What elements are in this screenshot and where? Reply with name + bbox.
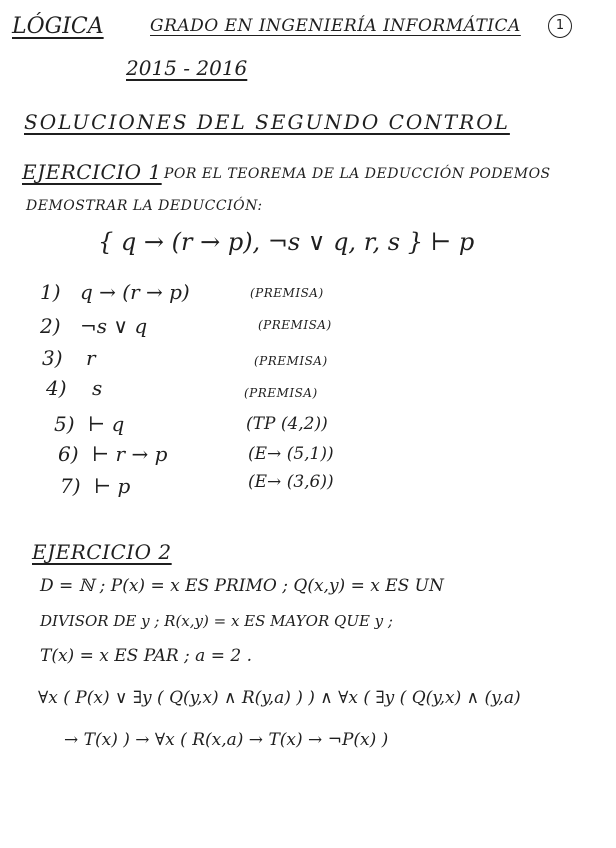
- exercise1-intro-line1: POR EL TEOREMA DE LA DEDUCCIÓN PODEMOS: [164, 166, 551, 182]
- exercise2-formula-line2: → T(x) ) → ∀x ( R(x,a) → T(x) → ¬P(x) ): [64, 730, 389, 750]
- document-title: SOLUCIONES DEL SEGUNDO CONTROL: [24, 110, 510, 134]
- page-number: 1: [548, 14, 572, 38]
- step-number-6: 6): [58, 442, 79, 466]
- step-number-5: 5): [54, 412, 75, 436]
- exercise2-definitions-line1: D = ℕ ; P(x) = x ES PRIMO ; Q(x,y) = x ES UN: [40, 576, 444, 596]
- exercise2-formula-line1: ∀x ( P(x) ∨ ∃y ( Q(y,x) ∧ R(y,a) ) ) ∧ ∀x ( ∃y ( Q(y,x) ∧ (y,a): [38, 688, 521, 708]
- step-justification-3: (PREMISA): [254, 354, 328, 368]
- step-number-4: 4): [46, 376, 67, 400]
- step-justification-1: (PREMISA): [250, 286, 324, 300]
- step-number-3: 3): [42, 346, 63, 370]
- exercise2-heading: EJERCICIO 2: [32, 540, 172, 564]
- step-justification-6: (E→ (5,1)): [248, 444, 334, 464]
- step-number-7: 7): [60, 474, 81, 498]
- step-justification-7: (E→ (3,6)): [248, 472, 334, 492]
- course-title: LÓGICA: [12, 14, 104, 39]
- exercise2-definitions-line3: T(x) = x ES PAR ; a = 2 .: [40, 646, 252, 666]
- academic-year: 2015 - 2016: [126, 56, 248, 80]
- step-number-1: 1): [40, 280, 61, 304]
- step-justification-4: (PREMISA): [244, 386, 318, 400]
- step-formula-1: q → (r → p): [80, 280, 190, 304]
- step-formula-7: ⊢ p: [94, 474, 131, 498]
- step-formula-5: ⊢ q: [88, 412, 125, 436]
- step-formula-2: ¬s ∨ q: [80, 314, 148, 338]
- step-number-2: 2): [40, 314, 61, 338]
- step-formula-6: ⊢ r → p: [92, 442, 168, 466]
- exercise1-statement: { q → (r → p), ¬s ∨ q, r, s } ⊢ p: [98, 228, 475, 256]
- step-formula-4: s: [92, 376, 103, 400]
- exercise1-intro-line2: DEMOSTRAR LA DEDUCCIÓN:: [26, 198, 263, 214]
- step-justification-2: (PREMISA): [258, 318, 332, 332]
- degree-title: GRADO EN INGENIERÍA INFORMÁTICA: [150, 16, 521, 36]
- exercise2-definitions-line2: DIVISOR DE y ; R(x,y) = x ES MAYOR QUE y ;: [40, 612, 393, 630]
- step-justification-5: (TP (4,2)): [246, 414, 328, 434]
- exercise1-heading: EJERCICIO 1: [22, 160, 162, 184]
- step-formula-3: r: [86, 346, 96, 370]
